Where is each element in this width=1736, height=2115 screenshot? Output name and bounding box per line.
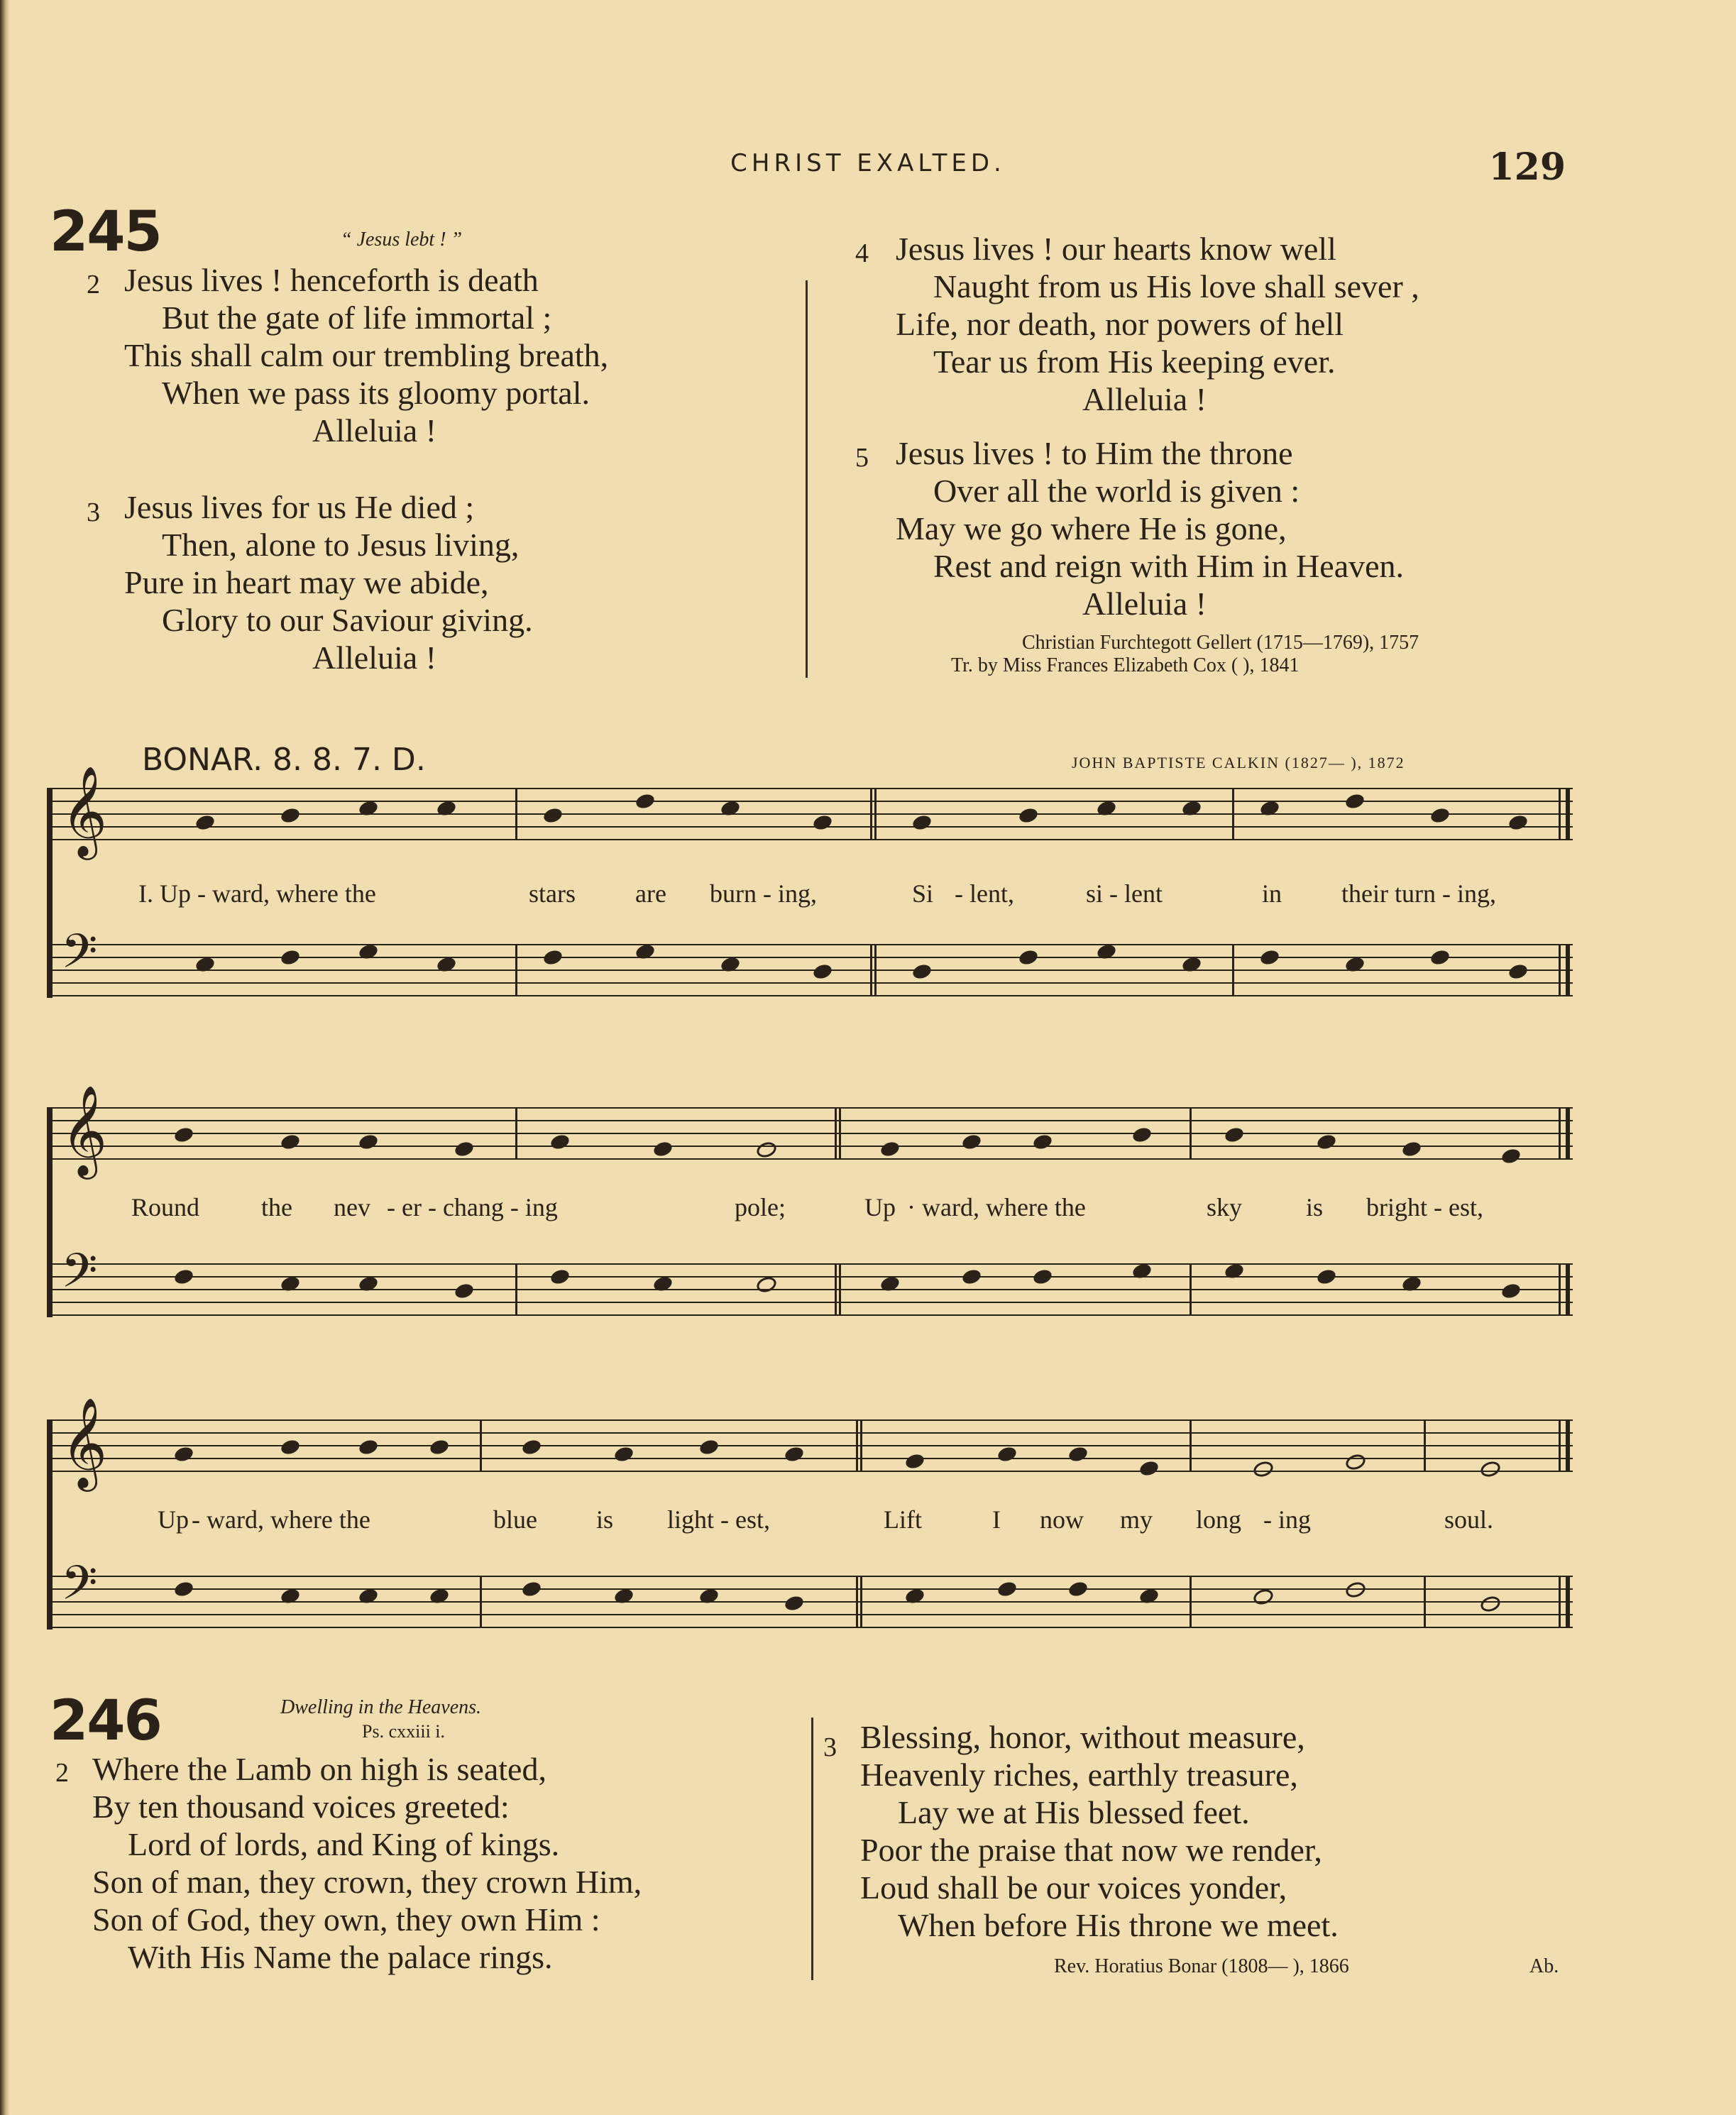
- lyric-syllable: · ward, where the: [907, 1193, 1086, 1221]
- column-divider: [811, 1718, 813, 1980]
- hymn-245-translator-credit: Tr. by Miss Frances Elizabeth Cox ( ), 1841: [951, 654, 1300, 676]
- lyric-syllable: stars: [529, 879, 576, 908]
- lyric-syllable: Si: [912, 879, 934, 908]
- lyric-syllable: the: [261, 1193, 292, 1221]
- lyric-syllable: long: [1196, 1505, 1242, 1534]
- lyric-syllable: - ward, where the: [192, 1505, 370, 1534]
- lyric-syllable: Up: [158, 1505, 189, 1534]
- verse-line: Alleluia !: [312, 412, 436, 449]
- lyric-syllable: burn - ing,: [710, 879, 817, 908]
- verse-line: May we go where He is gone,: [896, 510, 1287, 546]
- verse-line: Over all the world is given :: [933, 473, 1300, 509]
- lyric-syllable: si - lent: [1086, 879, 1163, 908]
- tune-composer: JOHN BAPTISTE CALKIN (1827— ), 1872: [1072, 754, 1405, 771]
- system-3-brace: [47, 1419, 53, 1630]
- lyric-syllable: I: [992, 1505, 1001, 1534]
- page-binding-edge: [0, 0, 10, 2115]
- verse-line: Rest and reign with Him in Heaven.: [933, 548, 1405, 584]
- verse-line: Poor the praise that now we render,: [860, 1832, 1322, 1868]
- verse-line: Loud shall be our voices yonder,: [860, 1869, 1287, 1906]
- hymn-245-tag: “ Jesus lebt ! ”: [341, 229, 463, 251]
- system-2-brace: [47, 1107, 53, 1317]
- hymn-245-number: 245: [50, 200, 161, 264]
- verse-line: Alleluia !: [312, 639, 436, 676]
- verse-line: Alleluia !: [1082, 381, 1207, 417]
- lyric-syllable: bright - est,: [1366, 1193, 1483, 1221]
- bass-clef-icon: 𝄢: [61, 927, 98, 989]
- verse-line: When we pass its gloomy portal.: [162, 375, 590, 411]
- verse-line: When before His throne we meet.: [898, 1907, 1339, 1943]
- verse-number: 3: [823, 1732, 837, 1762]
- verse-line: This shall calm our trembling breath,: [124, 337, 609, 373]
- verse-line: Glory to our Saviour giving.: [162, 602, 533, 638]
- lyric-syllable: soul.: [1444, 1505, 1494, 1534]
- verse-line: Tear us from His keeping ever.: [933, 344, 1336, 380]
- verse-number: 5: [855, 443, 869, 473]
- treble-clef-icon: 𝄞: [61, 1087, 108, 1174]
- verse-line: But the gate of life immortal ;: [162, 300, 552, 336]
- lyric-syllable: - ing: [1263, 1505, 1311, 1534]
- lyric-syllable: Lift: [884, 1505, 922, 1534]
- lyric-syllable: my: [1120, 1505, 1153, 1534]
- system-1-brace: [47, 788, 53, 998]
- verse-line: Heavenly riches, earthly treasure,: [860, 1757, 1298, 1793]
- verse-number: 2: [87, 270, 100, 300]
- verse-line: Pure in heart may we abide,: [124, 564, 489, 600]
- verse-line: Jesus lives ! henceforth is death: [124, 262, 539, 298]
- lyric-syllable: is: [596, 1505, 614, 1534]
- verse-line: By ten thousand voices greeted:: [92, 1789, 510, 1825]
- lyric-syllable: Round: [131, 1193, 200, 1221]
- bass-clef-icon: 𝄢: [61, 1246, 98, 1309]
- verse-line: Alleluia !: [1082, 586, 1207, 622]
- hymn-246-number: 246: [50, 1689, 161, 1753]
- hymn-245-author-credit: Christian Furchtegott Gellert (1715—1769), 1757: [1022, 632, 1419, 654]
- verse-line: Life, nor death, nor powers of hell: [896, 306, 1344, 342]
- lyric-syllable: their turn - ing,: [1341, 879, 1496, 908]
- column-divider: [806, 280, 808, 678]
- lyric-syllable: light - est,: [667, 1505, 770, 1534]
- lyric-syllable: nev: [334, 1193, 370, 1221]
- lyric-syllable: sky: [1207, 1193, 1243, 1221]
- verse-line: Where the Lamb on high is seated,: [92, 1751, 546, 1787]
- verse-line: Lord of lords, and King of kings.: [128, 1826, 560, 1862]
- hymn-246-credit-abbr: Ab.: [1529, 1955, 1559, 1977]
- verse-line: Son of man, they crown, they crown Him,: [92, 1864, 642, 1900]
- verse-number: 4: [855, 238, 869, 268]
- lyric-syllable: blue: [493, 1505, 537, 1534]
- bass-clef-icon: 𝄢: [61, 1559, 98, 1621]
- treble-clef-icon: 𝄞: [61, 768, 108, 855]
- hymn-246-tag: Dwelling in the Heavens.: [280, 1696, 482, 1718]
- verse-line: Jesus lives for us He died ;: [124, 489, 475, 525]
- hymn-246-credit: Rev. Horatius Bonar (1808— ), 1866: [1054, 1955, 1349, 1977]
- lyric-syllable: in: [1262, 879, 1282, 908]
- lyric-syllable: is: [1306, 1193, 1324, 1221]
- verse-number: 3: [87, 498, 100, 527]
- verse-line: Naught from us His love shall sever ,: [933, 268, 1419, 304]
- lyric-syllable: - lent,: [955, 879, 1014, 908]
- treble-clef-icon: 𝄞: [61, 1400, 108, 1486]
- lyric-syllable: pole;: [735, 1193, 786, 1221]
- lyric-syllable: I. Up - ward, where the: [138, 879, 376, 908]
- verse-line: With His Name the palace rings.: [128, 1939, 553, 1975]
- verse-number: 2: [55, 1758, 69, 1788]
- page-number: 129: [1488, 145, 1566, 189]
- lyric-syllable: Up: [864, 1193, 896, 1221]
- verse-line: Jesus lives ! to Him the throne: [896, 435, 1293, 471]
- lyric-syllable: now: [1040, 1505, 1084, 1534]
- hymn-246-scripture: Ps. cxxiii i.: [362, 1721, 446, 1742]
- verse-line: Son of God, they own, they own Him :: [92, 1901, 600, 1938]
- verse-line: Jesus lives ! our hearts know well: [896, 231, 1336, 267]
- running-title: CHRIST EXALTED.: [730, 149, 1006, 177]
- verse-line: Then, alone to Jesus living,: [162, 527, 520, 563]
- lyric-syllable: - er - chang - ing: [387, 1193, 558, 1221]
- tune-name: BONAR. 8. 8. 7. D.: [142, 742, 426, 778]
- verse-line: Lay we at His blessed feet.: [898, 1794, 1250, 1830]
- verse-line: Blessing, honor, without measure,: [860, 1719, 1305, 1755]
- lyric-syllable: are: [635, 879, 666, 908]
